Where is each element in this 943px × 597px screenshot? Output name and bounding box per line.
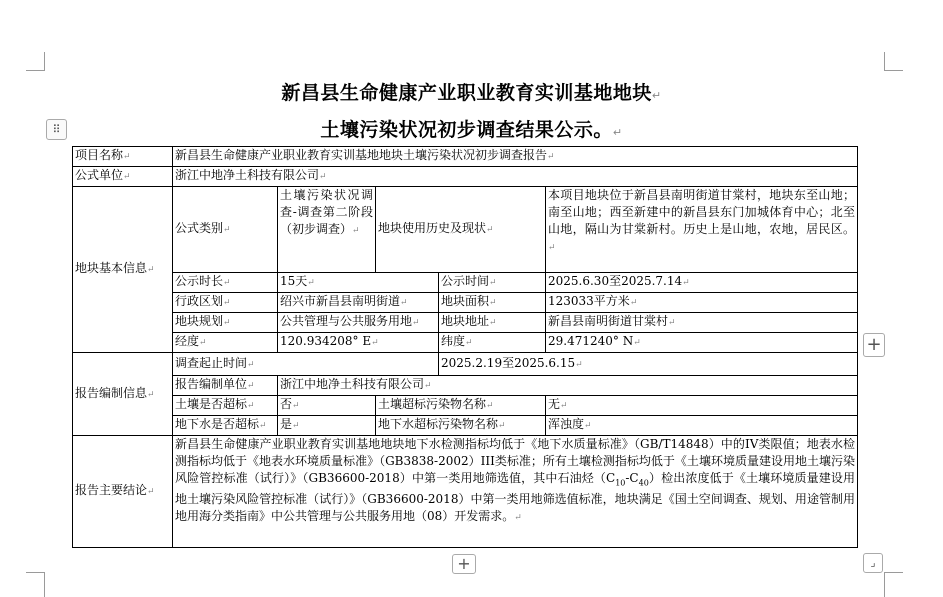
history-value: 本项目地块位于新昌县南明街道甘棠村，地块东至山地；南至山地；西至新建中的新昌县东门加城体育中心；北至山地，隔山为甘棠新村。历史上是山地，农地，居民区。↵ — [546, 187, 858, 273]
publisher-label: 公式单位↵ — [73, 167, 173, 187]
survey-period-label: 调查起止时间↵ — [173, 353, 439, 376]
site-info-label: 地块基本信息↵ — [73, 187, 173, 353]
info-table — [72, 146, 858, 548]
address-label: 地块地址↵ — [439, 313, 546, 333]
soil-pollutant-value: 无↵ — [546, 396, 858, 416]
pub-time-value: 2025.6.30至2025.7.14↵ — [546, 273, 858, 293]
table-resize-handle-icon[interactable]: ⌟ — [863, 553, 883, 573]
soil-pollutant-label: 土壤超标污染物名称↵ — [376, 396, 546, 416]
table-move-handle-icon[interactable]: ⠿ — [46, 119, 67, 140]
address-value: 新昌县南明街道甘棠村↵ — [546, 313, 858, 333]
compiler-label: 报告编制单位↵ — [173, 376, 278, 396]
soil-exceed-label: 土壤是否超标↵ — [173, 396, 278, 416]
gw-exceed-value: 是↵ — [278, 416, 376, 436]
pub-duration-label: 公示时长↵ — [173, 273, 278, 293]
conclusion-label: 报告主要结论↵ — [73, 436, 173, 548]
project-name-label: 项目名称↵ — [73, 147, 173, 167]
conclusion-text: 新昌县生命健康产业职业教育实训基地地块地下水检测指标均低于《地下水质量标准》（GB/T14848）中的IV类限值；地表水检测指标均低于《地表水环境质量标准》（GB3838-2002）III类标准；所有土壤检测指标均低于《土壤环境质量建设用地土壤污染风险管控标准（试行）》（GB36600-2018）中第一类用地筛选值，其中石油烃$(C_{10}-C_{40})$检出浓度低于《土壤环境质量建设用地土壤污染风险管控标准（试行）》（GB36600-2018）中第一类用地筛选值标准，地块满足《国土空间调查、规划、用途管制用地用海分类指南》中公共管理与公共服务用地（08）开发需求。↵ — [173, 436, 858, 548]
survey-period-value: 2025.2.19至2025.6.15↵ — [439, 353, 858, 376]
page-corner-mark — [26, 572, 45, 597]
longitude-label: 经度↵ — [173, 333, 278, 353]
gw-pollutant-label: 地下水超标污染物名称↵ — [376, 416, 546, 436]
longitude-value: 120.934208° E↵ — [278, 333, 439, 353]
pub-time-label: 公示时间↵ — [439, 273, 546, 293]
pub-type-label: 公式类别↵ — [173, 187, 278, 273]
soil-exceed-value: 否↵ — [278, 396, 376, 416]
district-label: 行政区划↵ — [173, 293, 278, 313]
page-corner-mark — [884, 52, 903, 71]
document-title-line2: 土壤污染状况初步调查结果公示。↵ — [320, 119, 623, 141]
pub-type-value: 土壤污染状况调查-调查第二阶段（初步调查）↵ — [278, 187, 376, 273]
project-name-value: 新昌县生命健康产业职业教育实训基地地块土壤污染状况初步调查报告↵ — [173, 147, 858, 167]
gw-pollutant-value: 浑浊度↵ — [546, 416, 858, 436]
area-value: 123033平方米↵ — [546, 293, 858, 313]
area-label: 地块面积↵ — [439, 293, 546, 313]
pub-duration-value: 15天↵ — [278, 273, 439, 293]
district-value: 绍兴市新昌县南明街道↵ — [278, 293, 439, 313]
page-corner-mark — [26, 52, 45, 71]
gw-exceed-label: 地下水是否超标↵ — [173, 416, 278, 436]
planning-value: 公共管理与公共服务用地↵ — [278, 313, 439, 333]
compiler-value: 浙江中地净土科技有限公司↵ — [278, 376, 858, 396]
document-title-line1: 新昌县生命健康产业职业教育实训基地地块↵ — [281, 82, 662, 104]
planning-label: 地块规划↵ — [173, 313, 278, 333]
report-info-label: 报告编制信息↵ — [73, 353, 173, 436]
publisher-value: 浙江中地净土科技有限公司↵ — [173, 167, 858, 187]
latitude-label: 纬度↵ — [439, 333, 546, 353]
history-label: 地块使用历史及现状↵ — [376, 187, 546, 273]
latitude-value: 29.471240° N↵ — [546, 333, 858, 353]
add-row-button[interactable]: + — [452, 554, 476, 574]
add-column-button[interactable]: + — [863, 333, 885, 357]
page-corner-mark — [884, 572, 903, 597]
